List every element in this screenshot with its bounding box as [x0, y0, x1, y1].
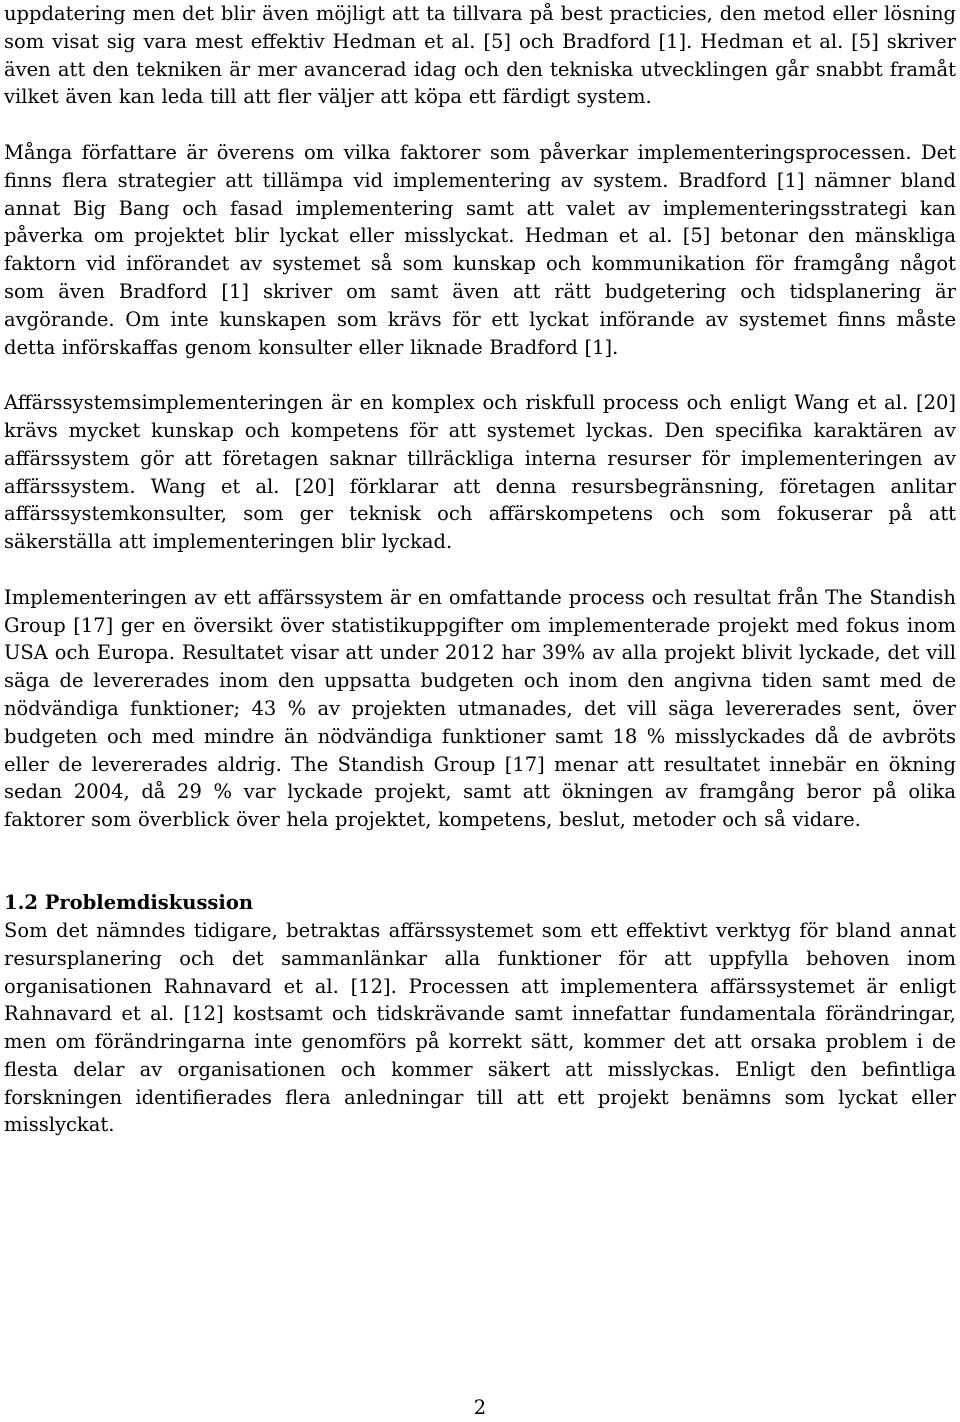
page-body: [4, 0, 956, 1139]
paragraph-gap: [4, 361, 956, 389]
paragraph-implementation-factors: Många författare är överens om vilka faktorer som påverkar implementeringsprocessen. Det finns flera strategier att tillämpa vid implementering av system. Bradford [1] nämner bland annat Big Bang och fasad implementering samt att valet av implementeringsstrategi kan påverka om projektet blir lyckat eller misslyckat. Hedman et al. [5] betonar den mänskliga faktorn vid införandet av systemet så som kunskap och kommunikation för framgång något som även Bradford [1] skriver om samt även att rätt budgetering och tidsplanering är avgörande. Om inte kunskapen som krävs för ett lyckat införande av systemet finns måste detta införskaffas genom konsulter eller liknade Bradford [1].: [4, 140, 956, 359]
paragraph-intro-continuation: uppdatering men det blir även möjligt att ta tillvara på best practicies, den metod eller lösning som visat sig vara mest effektiv Hedman et al. [5] och Bradford [1]. Hedman et al. [5] skriver även att den tekniken är mer avancerad idag och den tekniska utvecklingen går snabbt framåt vilket även kan leda till att fler väljer att köpa ett färdigt system.: [4, 2, 956, 109]
paragraph-erp-complexity: Affärssystemsimplementeringen är en komplex och riskfull process och enligt Wang et al. [20] krävs mycket kunskap och kompetens för att systemet lyckas. Den specifika karaktären av affärssystem gör att företagen saknar tillräckliga interna resurser för implementeringen av affärssystem. Wang et al. [20] förklarar att denna resursbegränsning, företagen anlitar affärssystemkonsulter, som ger teknisk och affärskompetens och som fokuserar på att säkerställa att implementeringen blir lyckad.: [4, 391, 956, 554]
page-number: 2: [473, 1396, 487, 1419]
paragraph-gap: [4, 111, 956, 139]
paragraph-gap: [4, 556, 956, 584]
section-heading: 1.2 Problemdiskussion: [4, 890, 253, 914]
paragraph-problem-discussion: Som det nämndes tidigare, betraktas affärssystemet som ett effektivt verktyg för bland annat resursplanering och det sammanlänkar alla funktioner för att uppfylla behoven inom organisationen Rahnavard et al. [12]. Processen att implementera affärssystemet är enligt Rahnavard et al. [12] kostsamt och tidskrävande samt innefattar fundamentala förändringar, men om förändringarna inte genomförs på korrekt sätt, kommer det att orsaka problem i de flesta delar av organisationen och kommer säkert att misslyckas. Enligt den befintliga forskningen identifierades flera anledningar till att ett projekt benämns som lyckat eller misslyckat.: [4, 918, 956, 1137]
section-gap: [4, 834, 956, 889]
paragraph-standish-group: Implementeringen av ett affärssystem är en omfattande process och resultat från The Standish Group [17] ger en översikt över statistikuppgifter om implementerade projekt med fokus inom USA och Europa. Resultatet visar att under 2012 har 39% av alla projekt blivit lyckade, det vill säga de levererades inom den uppsatta budgeten och inom den angivna tiden samt med de nödvändiga funktioner; 43 % av projekten utmanades, det vill säga levererades sent, över budgeten och med mindre än nödvändiga funktioner samt 18 % misslyckades då de avbröts eller de levererades aldrig. The Standish Group [17] menar att resultatet innebär en ökning sedan 2004, då 29 % var lyckade projekt, samt att ökningen av framgång beror på olika faktorer som överblick över hela projektet, kompetens, beslut, metoder och så vidare.: [4, 585, 956, 832]
